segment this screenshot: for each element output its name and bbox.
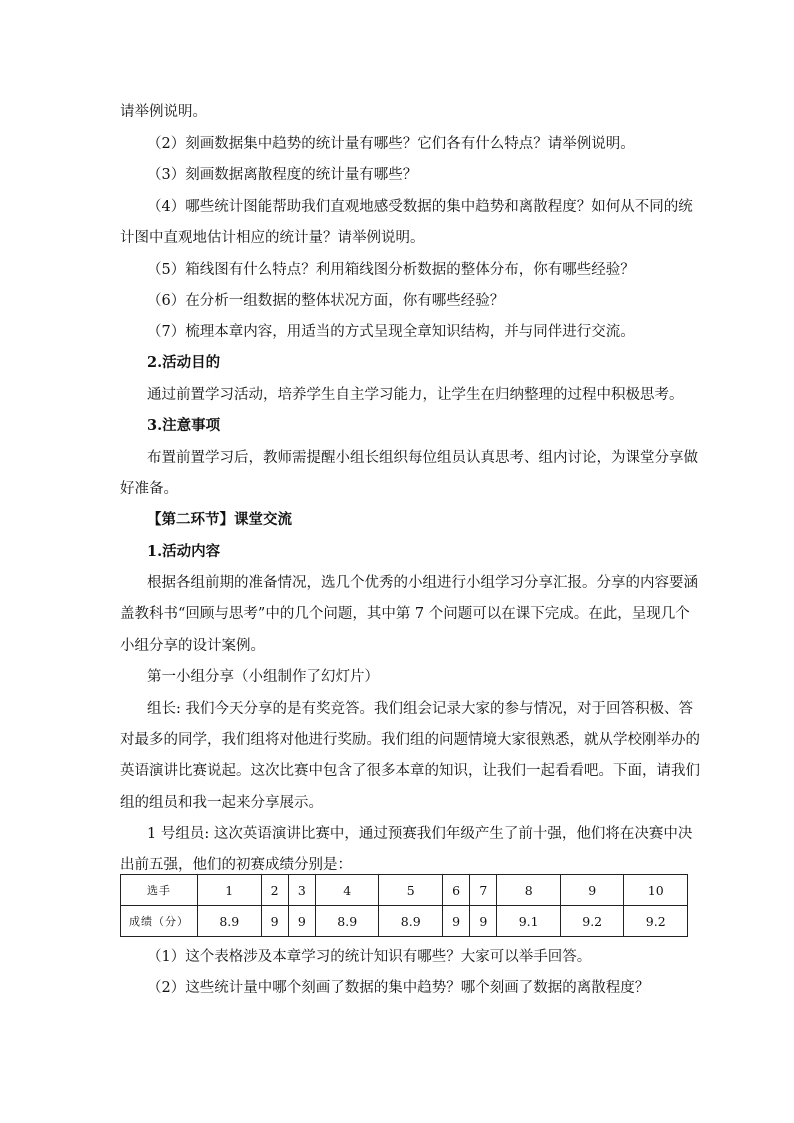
table-cell: 9 [261, 906, 288, 937]
table-cell: 4 [315, 875, 379, 906]
question-3: （3）刻画数据离散程度的统计量有哪些？ [147, 167, 418, 183]
table-cell: 8.9 [315, 906, 379, 937]
table-cell: 9 [288, 906, 315, 937]
table-cell: 7 [470, 875, 497, 906]
table-cell: 8.9 [198, 906, 262, 937]
paragraph-line: 组长: 我们今天分享的是有奖竞答。我们组会记录大家的参与情况，对于回答积极、答 [147, 701, 693, 717]
table-header-cell: 选手 [121, 875, 198, 906]
table-cell: 2 [261, 875, 288, 906]
table-cell: 3 [288, 875, 315, 906]
question-5: （5）箱线图有什么特点？利用箱线图分析数据的整体分布，你有哪些经验？ [147, 262, 635, 278]
table-row [121, 906, 688, 937]
table-cell: 9 [442, 906, 469, 937]
table-cell: 10 [624, 875, 688, 906]
question-6: （6）在分析一组数据的整体状况方面，你有哪些经验？ [147, 293, 505, 309]
question-4: （4）哪些统计图能帮助我们直观地感受数据的集中趋势和离散程度？如何从不同的统 [147, 199, 693, 215]
table-cell: 6 [442, 875, 469, 906]
table-cell: 5 [379, 875, 443, 906]
paragraph-line: 组的组员和我一起来分享展示。 [120, 795, 323, 811]
question-2: （2）这些统计量中哪个刻画了数据的集中趋势？哪个刻画了数据的离散程度？ [147, 980, 650, 996]
question-2: （2）刻画数据集中趋势的统计量有哪些？它们各有什么特点？请举例说明。 [147, 136, 635, 152]
table-cell: 9 [470, 906, 497, 937]
paragraph-line: 1 号组员: 这次英语演讲比赛中，通过预赛我们年级产生了前十强，他们将在决赛中决 [147, 826, 693, 842]
paragraph-line: 布置前置学习后，教师需提醒小组长组织每位组员认真思考、组内讨论，为课堂分享做 [147, 450, 698, 466]
table-cell: 8.9 [379, 906, 443, 937]
question-1: （1）这个表格涉及本章学习的统计知识有哪些？大家可以举手回答。 [147, 949, 592, 965]
paragraph-line: 小组分享的设计案例。 [120, 638, 265, 654]
table-cell: 9.2 [624, 906, 688, 937]
question-4-cont: 计图中直观地估计相应的统计量？请举例说明。 [120, 230, 425, 246]
section-heading-purpose: 2.活动目的 [147, 354, 221, 371]
paragraph-line: 请举例说明。 [120, 104, 207, 120]
table-header-cell: 成绩（分） [121, 906, 198, 937]
section-heading-content: 1.活动内容 [147, 543, 221, 560]
paragraph-line: 通过前置学习活动，培养学生自主学习能力，让学生在归纳整理的过程中积极思考。 [147, 387, 684, 403]
table-cell: 8 [497, 875, 561, 906]
paragraph-line: 对最多的同学，我们组将对他进行奖励。我们组的问题情境大家很熟悉，就从学校刚举办的 [120, 732, 700, 748]
question-7: （7）梳理本章内容，用适当的方式呈现全章知识结构，并与同伴进行交流。 [147, 324, 635, 340]
paragraph-line: 英语演讲比赛说起。这次比赛中包含了很多本章的知识，让我们一起看看吧。下面，请我们 [120, 763, 700, 779]
table-cell: 9.2 [560, 906, 624, 937]
table-cell: 9.1 [497, 906, 561, 937]
paragraph-line: 第一小组分享（小组制作了幻灯片） [147, 669, 379, 685]
score-table [120, 874, 688, 937]
table-cell: 1 [198, 875, 262, 906]
paragraph-line: 出前五强，他们的初赛成绩分别是： [120, 857, 352, 873]
paragraph-line: 根据各组前期的准备情况，选几个优秀的小组进行小组学习分享汇报。分享的内容要涵 [147, 575, 698, 591]
table-cell: 9 [560, 875, 624, 906]
section-heading-stage-2: 【第二环节】课堂交流 [147, 511, 292, 528]
paragraph-line: 好准备。 [120, 481, 178, 497]
table-row [121, 875, 688, 906]
paragraph-line: 盖教科书“回顾与思考”中的几个问题，其中第 7 个问题可以在课下完成。在此，呈现几个 [120, 606, 690, 622]
section-heading-notes: 3.注意事项 [147, 417, 221, 434]
